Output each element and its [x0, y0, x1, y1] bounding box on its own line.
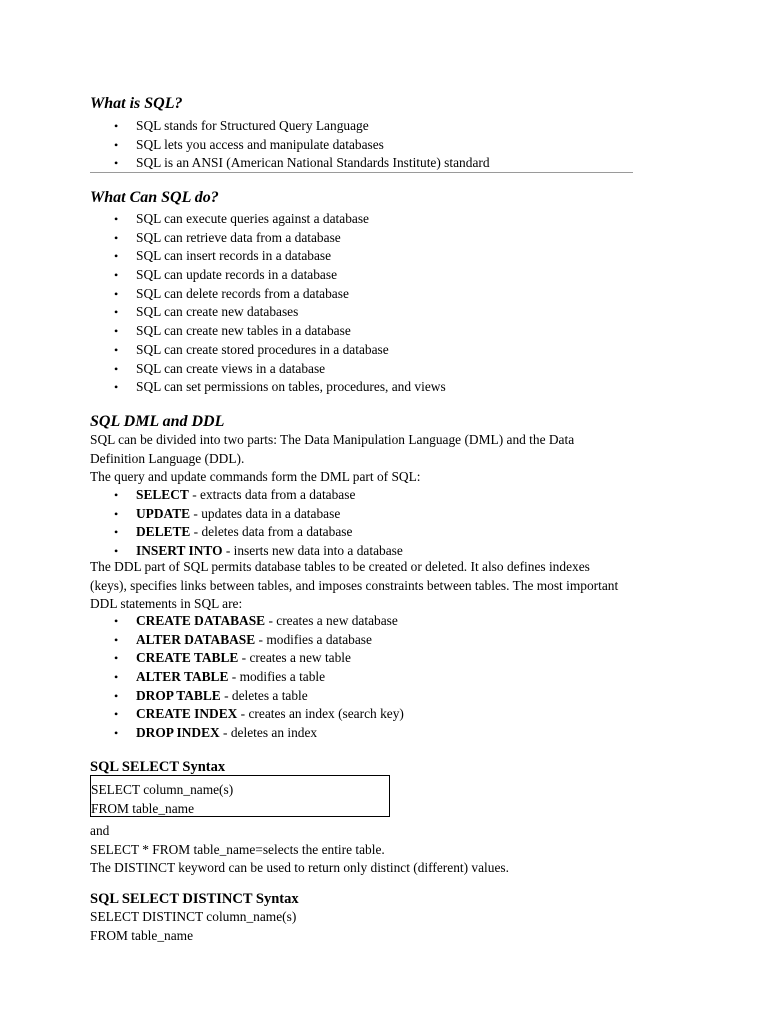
bullet-icon: • [114, 286, 119, 301]
bullet-icon: • [114, 249, 119, 264]
bullet-icon: • [114, 506, 119, 521]
list-item: • SELECT - extracts data from a database [90, 486, 650, 505]
bullet-icon: • [114, 380, 119, 395]
list-ddl-statements [90, 612, 650, 743]
ddl-intro: The DDL part of SQL permits database tables to be created or deleted. It also defines indexes (keys), specifies links between tables, and imposes constraints between tables. The most important DDL statements in SQL are: [90, 559, 619, 611]
bullet-icon: • [114, 137, 119, 152]
list-item: • ALTER TABLE - modifies a table [90, 668, 650, 687]
select-syntax-notes: and SELECT * FROM table_name=selects the entire table. The DISTINCT keyword can be used to return only distinct (different) values. [90, 823, 509, 875]
bullet-icon: • [114, 212, 119, 226]
list-item: • SQL can delete records from a database [90, 285, 650, 304]
list-item: • ALTER DATABASE - modifies a database [90, 631, 650, 650]
code-line: FROM table_name [90, 927, 194, 943]
bullet-icon: • [114, 305, 119, 320]
list-item: • SQL can create new tables in a database [90, 322, 650, 341]
list-item: • DROP INDEX - deletes an index [90, 724, 650, 743]
bullet-icon: • [114, 342, 119, 357]
bullet-icon: • [114, 488, 119, 502]
list-what-is-sql [90, 117, 650, 173]
code-line: SELECT DISTINCT column_name(s) [90, 909, 297, 924]
list-item: • CREATE INDEX - creates an index (search key) [90, 705, 650, 724]
list-dml-commands [90, 486, 650, 561]
heading-what-can-sql-do: What Can SQL do? [90, 189, 219, 206]
section-divider [90, 172, 633, 173]
select-syntax-code-box [90, 775, 390, 817]
list-item: • SQL lets you access and manipulate databases [90, 136, 650, 155]
list-item: • SQL is an ANSI (American National Standards Institute) standard [90, 154, 650, 173]
code-line: SELECT column_name(s) [91, 782, 234, 797]
heading-select-syntax: SQL SELECT Syntax [90, 759, 226, 775]
list-item: • SQL can create views in a database [90, 360, 650, 379]
bullet-icon: • [114, 544, 119, 559]
bullet-icon: • [114, 119, 119, 133]
list-item: • CREATE TABLE - creates a new table [90, 649, 650, 668]
bullet-icon: • [114, 324, 119, 339]
list-item: • SQL can create new databases [90, 303, 650, 322]
bullet-icon: • [114, 361, 119, 376]
heading-what-is-sql: What is SQL? [90, 95, 183, 112]
select-distinct-code [90, 908, 650, 945]
list-item: • SQL can retrieve data from a database [90, 229, 650, 248]
list-item: • SQL stands for Structured Query Language [90, 117, 650, 136]
list-item: • SQL can create stored procedures in a database [90, 341, 650, 360]
dml-ddl-intro: SQL can be divided into two parts: The Data Manipulation Language (DML) and the Data Definition Language (DDL). The query and update commands form the DML part of SQL: [90, 432, 575, 484]
heading-select-distinct-syntax: SQL SELECT DISTINCT Syntax [90, 891, 299, 907]
bullet-icon: • [114, 632, 119, 647]
bullet-icon: • [114, 670, 119, 685]
code-line: FROM table_name [91, 800, 195, 816]
list-item: • SQL can insert records in a database [90, 247, 650, 266]
list-item: • INSERT INTO - inserts new data into a database [90, 542, 650, 561]
list-item: • DROP TABLE - deletes a table [90, 687, 650, 706]
bullet-icon: • [114, 230, 119, 245]
list-item: • DELETE - deletes data from a database [90, 523, 650, 542]
list-item: • SQL can update records in a database [90, 266, 650, 285]
list-item: • SQL can set permissions on tables, procedures, and views [90, 378, 650, 397]
bullet-icon: • [114, 614, 119, 628]
bullet-icon: • [114, 707, 119, 722]
bullet-icon: • [114, 268, 119, 283]
list-item: • CREATE DATABASE - creates a new database [90, 612, 650, 631]
list-item: • UPDATE - updates data in a database [90, 505, 650, 524]
list-what-can-sql-do [90, 210, 650, 397]
heading-dml-ddl: SQL DML and DDL [90, 413, 225, 430]
bullet-icon: • [114, 726, 119, 741]
bullet-icon: • [114, 525, 119, 540]
list-item: • SQL can execute queries against a database [90, 210, 650, 229]
bullet-icon: • [114, 688, 119, 703]
bullet-icon: • [114, 651, 119, 666]
bullet-icon: • [114, 156, 119, 171]
